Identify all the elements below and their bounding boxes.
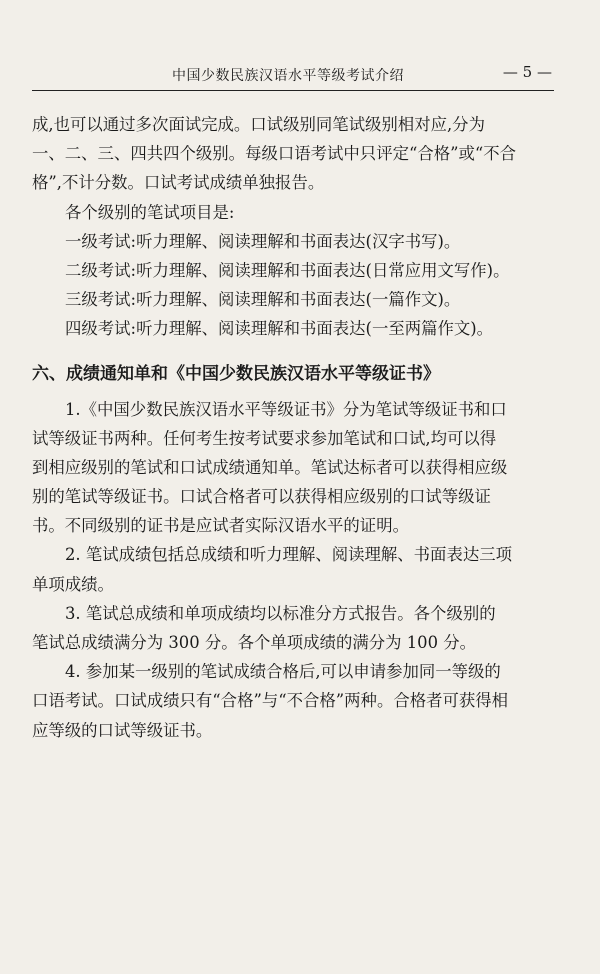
text-line: 试等级证书两种。任何考生按考试要求参加笔试和口试,均可以得 [32,428,497,448]
text-line: 成,也可以通过多次面试完成。口试级别同笔试级别相对应,分为 [32,115,485,134]
text-line: 格”,不计分数。口试考试成绩单独报告。 [32,173,325,193]
running-header [32,63,552,87]
text-line: 别的笔试等级证书。口试合格者可以获得相应级别的口试等级证 [32,487,491,507]
level-item: 三级考试:听力理解、阅读理解和书面表达(一篇作文)。 [65,290,461,310]
text-line: 2. 笔试成绩包括总成绩和听力理解、阅读理解、书面表达三项 [65,545,513,565]
text-line: 单项成绩。 [32,574,114,594]
text-line: 应等级的口试等级证书。 [32,720,213,740]
running-title: 中国少数民族汉语水平等级考试介绍 [172,68,404,84]
level-item: 二级考试:听力理解、阅读理解和书面表达(日常应用文写作)。 [65,260,510,280]
text-line: 笔试总成绩满分为 300 分。各个单项成绩的满分为 100 分。 [32,633,477,652]
level-item: 一级考试:听力理解、阅读理解和书面表达(汉字书写)。 [65,231,461,251]
text-line: 一、二、三、四共四个级别。每级口语考试中只评定“合格”或“不合 [32,144,517,164]
page-number: — 5 — [502,63,552,81]
text-line: 到相应级别的笔试和口试成绩通知单。笔试达标者可以获得相应级 [32,457,508,477]
text-line: 口语考试。口试成绩只有“合格”与“不合格”两种。合格者可获得相 [32,691,509,711]
header-rule [32,90,554,91]
levels-intro: 各个级别的笔试项目是: [65,202,235,222]
page-body [32,110,556,745]
text-line: 1.《中国少数民族汉语水平等级证书》分为笔试等级证书和口 [65,399,507,419]
level-item: 四级考试:听力理解、阅读理解和书面表达(一至两篇作文)。 [65,319,494,339]
section-heading: 六、成绩通知单和《中国少数民族汉语水平等级证书》 [32,363,440,384]
text-line: 4. 参加某一级别的笔试成绩合格后,可以申请参加同一等级的 [65,662,501,682]
text-line: 书。不同级别的证书是应试者实际汉语水平的证明。 [32,516,409,536]
text-line: 3. 笔试总成绩和单项成绩均以标准分方式报告。各个级别的 [65,603,496,623]
